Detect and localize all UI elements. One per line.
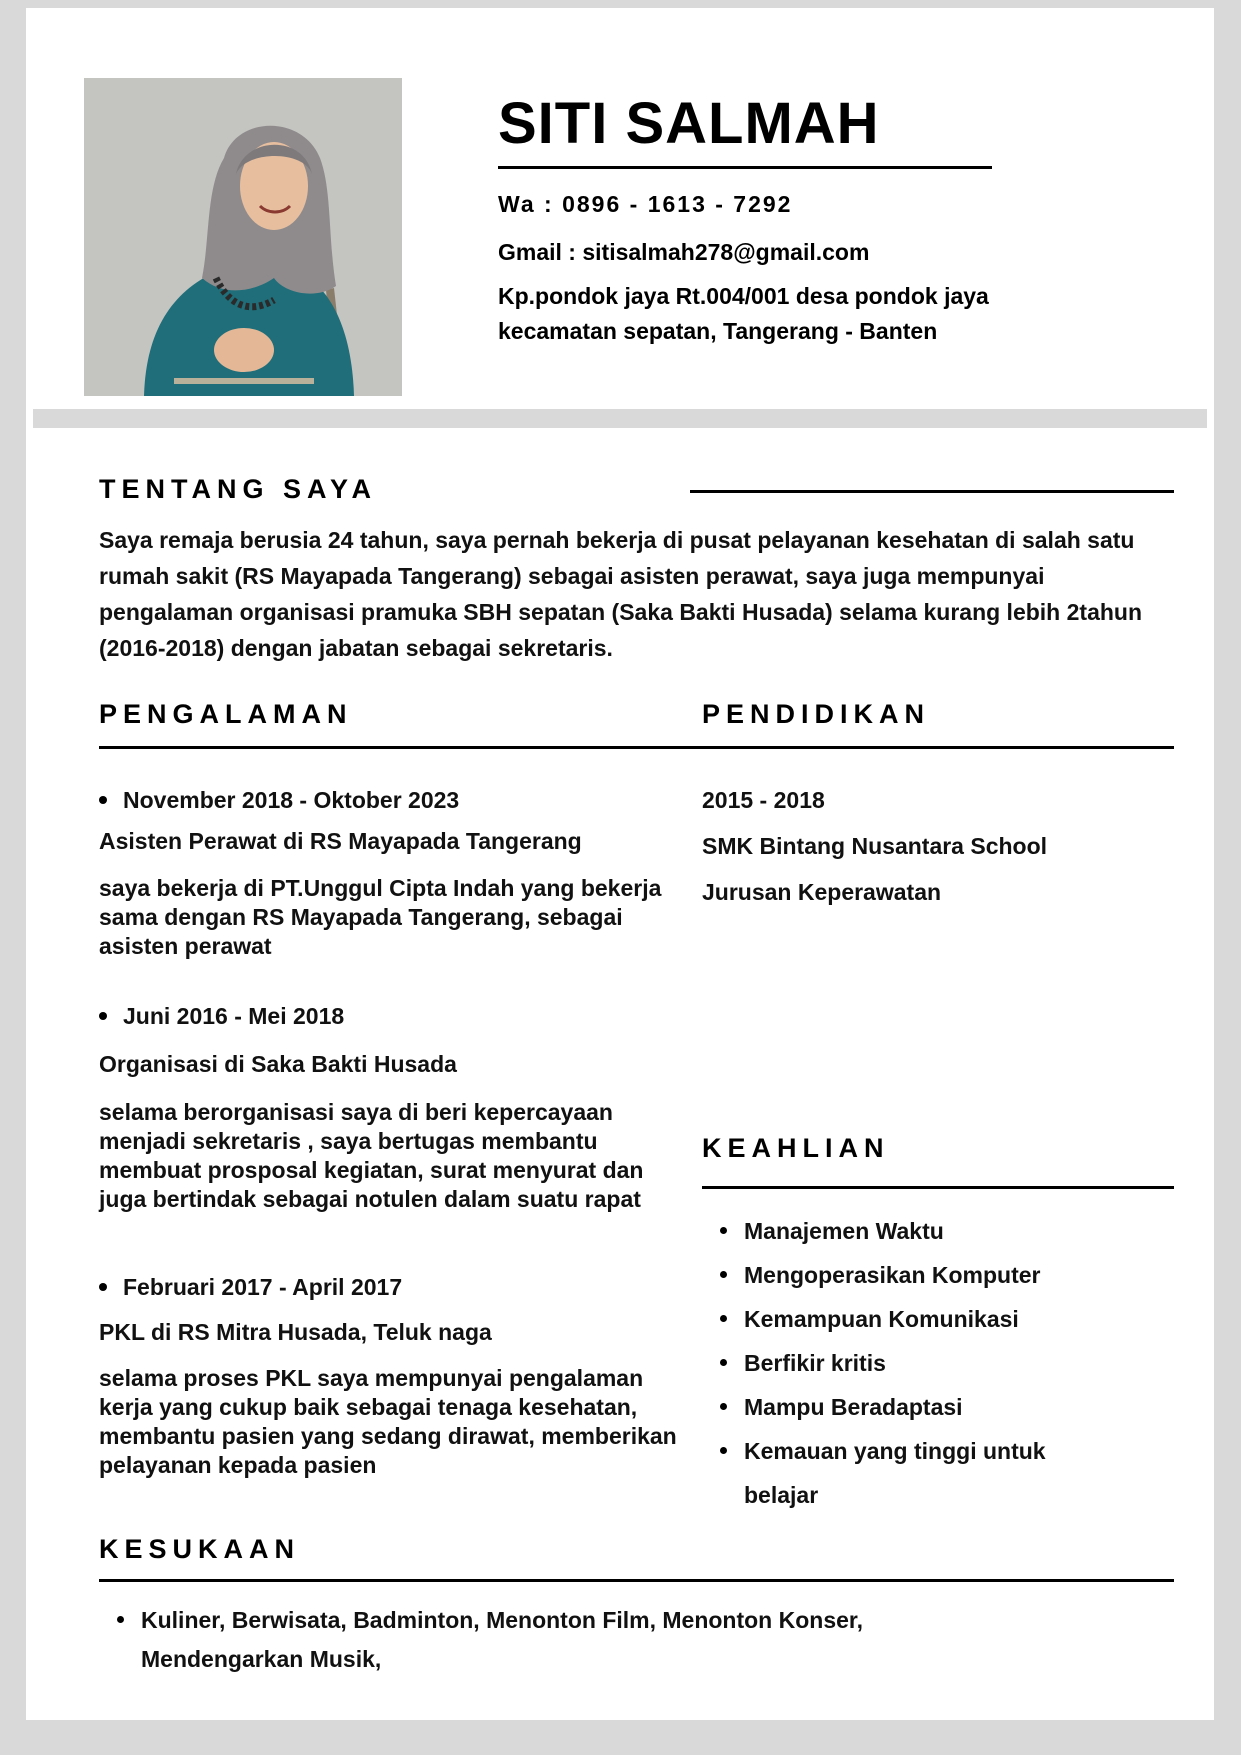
hobbies-list <box>99 1601 959 1679</box>
experience-period <box>81 1274 402 1301</box>
skill-item: Berfikir kritis <box>702 1341 1122 1385</box>
experience-role: Organisasi di Saka Bakti Husada <box>99 1051 457 1077</box>
skill-item: Mengoperasikan Komputer <box>702 1253 1122 1297</box>
skills-list <box>702 1209 1122 1517</box>
education-major: Jurusan Keperawatan <box>702 879 942 905</box>
bullet-icon <box>99 1012 107 1020</box>
person-portrait-icon <box>84 78 402 396</box>
experience-description: selama berorganisasi saya di beri kepercayaan menjadi sekretaris , saya bertugas membantu membuat prosposal kegiatan, surat menyurat dan juga bertindak sebagai notulen dalam suatu rapat <box>99 1099 644 1212</box>
name-underline <box>498 166 992 169</box>
bullet-icon <box>99 1283 107 1291</box>
education-school: SMK Bintang Nusantara School <box>702 833 1048 859</box>
experience-period-text: Juni 2016 - Mei 2018 <box>123 1003 345 1029</box>
about-text: Saya remaja berusia 24 tahun, saya pernah bekerja di pusat pelayanan kesehatan di salah satu rumah sakit (RS Mayapada Tangerang) sebagai asisten perawat, saya juga mempunyai pengalaman organisasi pramuka SBH sepatan (Saka Bakti Husada) selama kurang lebih 2tahun (2016-2018) dengan jabatan sebagai sekretaris. <box>99 527 1143 661</box>
about-heading-rule <box>690 490 1174 493</box>
hobbies-heading: KESUKAAN <box>99 1534 301 1564</box>
experience-period <box>81 787 459 814</box>
education-years: 2015 - 2018 <box>702 787 825 813</box>
experience-description: saya bekerja di PT.Unggul Cipta Indah yang bekerja sama dengan RS Mayapada Tangerang, sebagai asisten perawat <box>99 875 662 959</box>
education-heading: PENDIDIKAN <box>702 699 931 729</box>
experience-period-text: November 2018 - Oktober 2023 <box>123 787 460 813</box>
resume-page <box>26 8 1214 1720</box>
experience-description: selama proses PKL saya mempunyai pengalaman kerja yang cukup baik sebagai tenaga kesehatan, membantu pasien yang sedang dirawat, memberikan pelayanan kepada pasien <box>99 1365 677 1478</box>
hobbies-heading-rule <box>99 1579 1174 1582</box>
skills-heading-rule <box>702 1186 1174 1189</box>
candidate-name: SITI SALMAH <box>498 91 880 156</box>
profile-photo <box>84 78 402 396</box>
skill-item: Mampu Beradaptasi <box>702 1385 1122 1429</box>
experience-education-rule <box>99 746 1174 749</box>
skill-item: Manajemen Waktu <box>702 1209 1122 1253</box>
skills-heading: KEAHLIAN <box>702 1133 890 1163</box>
experience-role: PKL di RS Mitra Husada, Teluk naga <box>99 1319 492 1345</box>
experience-role: Asisten Perawat di RS Mayapada Tangerang <box>99 828 582 854</box>
experience-period-text: Februari 2017 - April 2017 <box>123 1274 403 1300</box>
hobby-item: Kuliner, Berwisata, Badminton, Menonton Film, Menonton Konser, Mendengarkan Musik, <box>99 1601 959 1679</box>
home-address: Kp.pondok jaya Rt.004/001 desa pondok jaya kecamatan sepatan, Tangerang - Banten <box>498 283 989 344</box>
skill-item: Kemauan yang tinggi untuk belajar <box>702 1429 1122 1517</box>
experience-heading: PENGALAMAN <box>99 699 353 729</box>
header-divider-band <box>33 409 1207 428</box>
about-heading: TENTANG SAYA <box>99 474 378 504</box>
whatsapp-number: Wa : 0896 - 1613 - 7292 <box>498 191 793 217</box>
skill-item: Kemampuan Komunikasi <box>702 1297 1122 1341</box>
bullet-icon <box>99 796 107 804</box>
email-address: Gmail : sitisalmah278@gmail.com <box>498 239 870 265</box>
experience-period <box>81 1003 344 1030</box>
